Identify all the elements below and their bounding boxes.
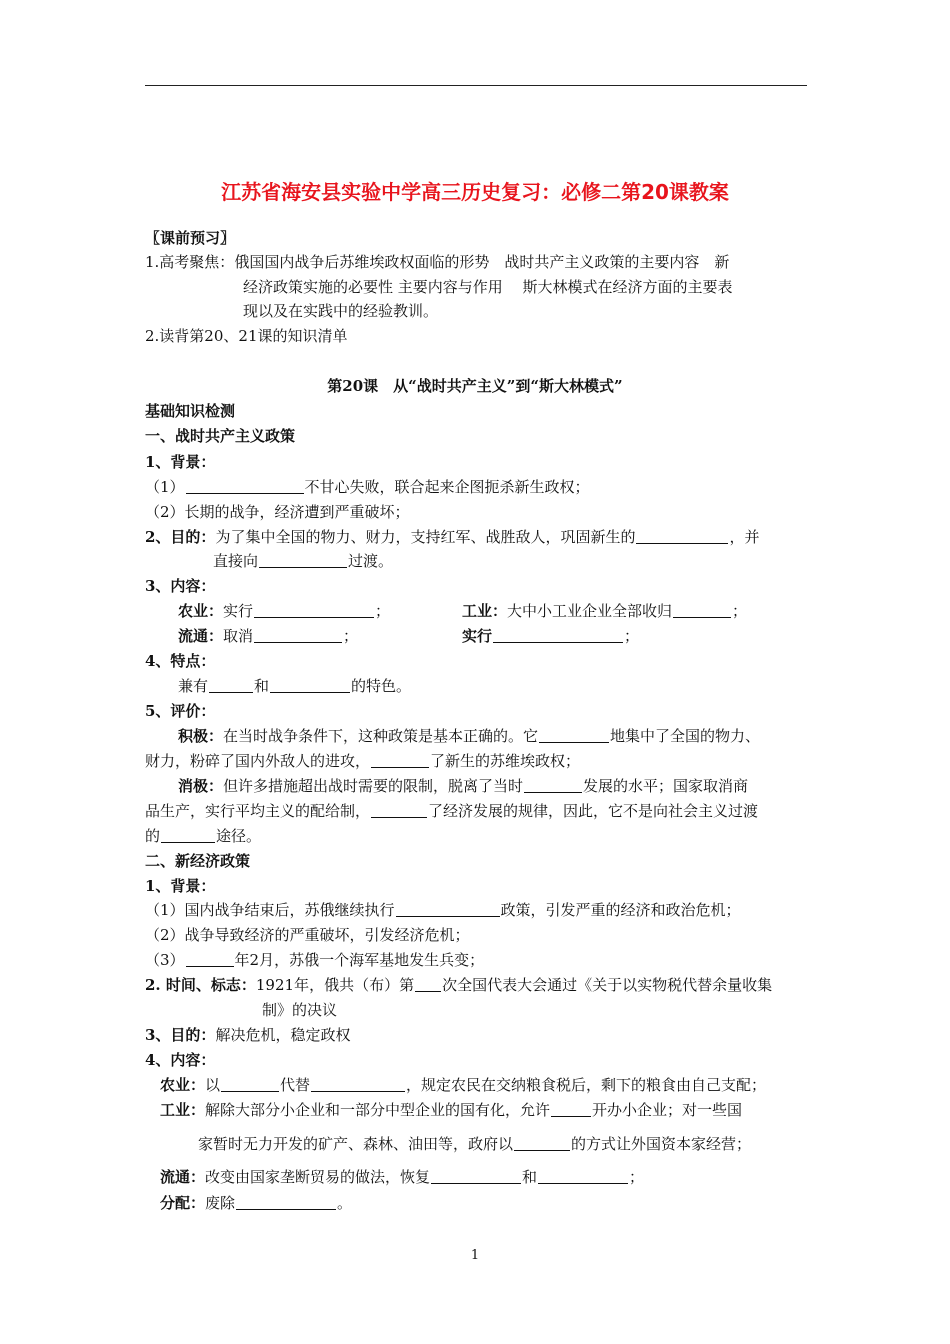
s1-pos-text4: 了新生的苏维埃政权； (430, 752, 581, 770)
s1-feat-prefix: 兼有 (178, 677, 209, 695)
s1-content-label: 3、内容： (145, 577, 216, 595)
s1-implement (462, 626, 639, 646)
s2-time-text1: 1921年，俄共（布）第 (255, 976, 415, 994)
blank[interactable] (539, 727, 609, 743)
s1-agri-label: 农业： (178, 602, 224, 620)
s1-aim-l2-prefix: 直接向 (213, 552, 259, 570)
s2-agri-text2: 代替 (280, 1076, 311, 1094)
s1-aim-line2 (213, 551, 393, 571)
s1-feature-label: 4、特点： (145, 652, 216, 670)
blank[interactable] (311, 1076, 405, 1092)
s2-bg3-text: 年2月，苏俄一个海军基地发生兵变； (234, 951, 485, 969)
s2-ind-text2: 开办小企业；对一些国 (592, 1101, 743, 1119)
s2-industry-line2 (198, 1134, 751, 1154)
semicolon: ； (375, 602, 391, 620)
s1-aim-text: 为了集中全国的物力、财力，支持红军、战胜敌人，巩固新生的 (215, 528, 636, 546)
s1-aim-label: 2、目的： (145, 528, 216, 546)
s2-dist-label: 分配： (160, 1194, 206, 1212)
s2-background-1 (145, 900, 741, 920)
blank[interactable] (493, 627, 623, 643)
s1-neg-label: 消极： (178, 777, 224, 795)
blank[interactable] (254, 627, 342, 643)
s1-feat-text: 的特色。 (351, 677, 412, 695)
s1-neg-text1: 但许多措施超出战时需要的限制，脱离了当时 (223, 777, 524, 795)
s1-ind-text: 大中小工业企业全部收归 (507, 602, 673, 620)
s1-aim (145, 527, 759, 547)
s2-circ-label: 流通： (160, 1168, 206, 1186)
document-title: 江苏省海安县实验中学高三历史复习：必修二第20课教案 (221, 180, 729, 204)
s2-bg1-text2: 政策，引发严重的经济和政治危机； (500, 901, 741, 919)
s2-content-label: 4、内容： (145, 1051, 216, 1069)
preview-item1 (145, 252, 729, 272)
preview-item1-line1: 俄国国内战争后苏维埃政权面临的形势 战时共产主义政策的主要内容 新 (234, 253, 730, 271)
s2-ind-text3: 家暂时无力开发的矿产、森林、油田等，政府以 (198, 1135, 514, 1153)
blank[interactable] (270, 677, 350, 693)
s2-circ-text3: ； (629, 1168, 645, 1186)
blank[interactable] (221, 1076, 279, 1092)
semicolon: ； (343, 627, 359, 645)
s1-pos-text3: 财力，粉碎了国内外敌人的进攻， (145, 752, 371, 770)
s2-background-3 (145, 950, 484, 970)
s2-time-label: 2. 时间、标志： (145, 976, 256, 994)
preview-item1-line2: 经济政策实施的必要性 主要内容与作用 斯大林模式在经济方面的主要表 (243, 278, 733, 296)
s1-neg-text3: 品生产，实行平均主义的配给制， (145, 802, 371, 820)
semicolon: ； (624, 627, 640, 645)
s1-aim-l2-text: 过渡。 (348, 552, 394, 570)
s2-background-2: （2）战争导致经济的严重破坏，引发经济危机； (145, 926, 470, 944)
s2-agri-label: 农业： (160, 1076, 206, 1094)
s1-neg-text4: 了经济发展的规律，因此，它不是向社会主义过渡 (428, 802, 759, 820)
s1-background-1 (145, 477, 590, 497)
s1-negative-line1 (178, 776, 748, 796)
section2-heading: 二、新经济政策 (145, 852, 251, 870)
s2-ind-label: 工业： (160, 1101, 206, 1119)
blank[interactable] (551, 1101, 591, 1117)
s1-pos-text1: 在当时战争条件下，这种政策是基本正确的。它 (223, 727, 539, 745)
section1-heading: 一、战时共产主义政策 (145, 427, 296, 445)
s2-time-text2: 次全国代表大会通过《关于以实物税代替余量收集 (442, 976, 773, 994)
s2-aim-label: 3、目的： (145, 1026, 216, 1044)
blank[interactable] (259, 552, 347, 568)
s1-negative-line2 (145, 801, 758, 821)
blank[interactable] (514, 1135, 570, 1151)
s1-negative-line3 (145, 826, 261, 846)
header-rule (145, 85, 807, 86)
blank[interactable] (161, 827, 215, 843)
s2-agriculture (160, 1075, 766, 1095)
s1-bg1-text: 不甘心失败，联合起来企图扼杀新生政权； (304, 478, 590, 496)
s1-background-label: 1、背景： (145, 453, 216, 471)
blank[interactable] (415, 976, 441, 992)
blank[interactable] (371, 802, 427, 818)
blank[interactable] (431, 1168, 521, 1184)
s1-positive-line2 (145, 751, 580, 771)
s1-pos-text2: 地集中了全国的物力、 (610, 727, 761, 745)
s1-feat-and: 和 (254, 677, 270, 695)
blank[interactable] (673, 602, 731, 618)
preview-item1-line3: 现以及在实践中的经验教训。 (243, 302, 439, 320)
s2-ind-text1: 解除大部分小企业和一部分中型企业的国有化，允许 (205, 1101, 551, 1119)
s2-time (145, 975, 772, 995)
s2-ind-text4: 的方式让外国资本家经营； (571, 1135, 752, 1153)
preview-item1-label: 1.高考聚焦： (145, 253, 235, 271)
blank[interactable] (396, 901, 500, 917)
s1-feature (178, 676, 411, 696)
s2-background-label: 1、背景： (145, 877, 216, 895)
s1-evaluation-label: 5、评价： (145, 702, 216, 720)
preview-heading: 〖课前预习〗 (145, 229, 236, 247)
blank[interactable] (636, 528, 728, 544)
s2-aim (145, 1025, 350, 1045)
s1-background-2: （2）长期的战争，经济遭到严重破坏； (145, 503, 410, 521)
s2-distribution (160, 1193, 352, 1213)
s1-agriculture (178, 601, 390, 621)
blank[interactable] (236, 1194, 336, 1210)
s2-circulation (160, 1167, 644, 1187)
blank[interactable] (371, 752, 429, 768)
semicolon: ； (732, 602, 748, 620)
s2-dist-text2: 。 (337, 1194, 353, 1212)
blank[interactable] (186, 951, 234, 967)
s2-bg3-prefix: （3） (145, 951, 185, 969)
s2-bg1-text1: （1）国内战争结束后，苏俄继续执行 (145, 901, 395, 919)
basic-knowledge-heading: 基础知识检测 (145, 402, 236, 420)
s2-dist-text1: 废除 (205, 1194, 236, 1212)
preview-item2: 2.读背第20、21课的知识清单 (145, 327, 348, 345)
blank[interactable] (538, 1168, 628, 1184)
s1-circ-text: 取消 (223, 627, 254, 645)
s1-bg1-prefix: （1） (145, 478, 185, 496)
s1-positive-line1 (178, 726, 760, 746)
s1-circ-label: 流通： (178, 627, 224, 645)
s1-ind-label: 工业： (462, 602, 508, 620)
s1-neg-text5: 的 (145, 827, 161, 845)
blank[interactable] (524, 777, 582, 793)
s2-aim-text: 解决危机，稳定政权 (215, 1026, 351, 1044)
s1-neg-text6: 途径。 (216, 827, 262, 845)
s2-time-line2: 制》的决议 (262, 1001, 338, 1019)
s2-industry-line1 (160, 1100, 742, 1120)
s2-circ-text2: 和 (522, 1168, 538, 1186)
s2-agri-text3: ，规定农民在交纳粮食税后，剩下的粮食由自己支配； (406, 1076, 767, 1094)
blank[interactable] (209, 677, 253, 693)
blank[interactable] (254, 602, 374, 618)
s2-circ-text1: 改变由国家垄断贸易的做法，恢复 (205, 1168, 431, 1186)
page-number: 1 (470, 1248, 480, 1263)
s1-circulation (178, 626, 358, 646)
s1-agri-text: 实行 (223, 602, 254, 620)
lesson-title: 第20课 从“战时共产主义”到“斯大林模式” (327, 377, 623, 395)
s1-pos-label: 积极： (178, 727, 224, 745)
s1-impl-label: 实行 (462, 627, 493, 645)
s1-aim-end: ，并 (729, 528, 760, 546)
s1-neg-text2: 发展的水平；国家取消商 (583, 777, 749, 795)
s1-industry (462, 601, 747, 621)
s2-agri-text1: 以 (205, 1076, 221, 1094)
blank[interactable] (186, 478, 304, 494)
